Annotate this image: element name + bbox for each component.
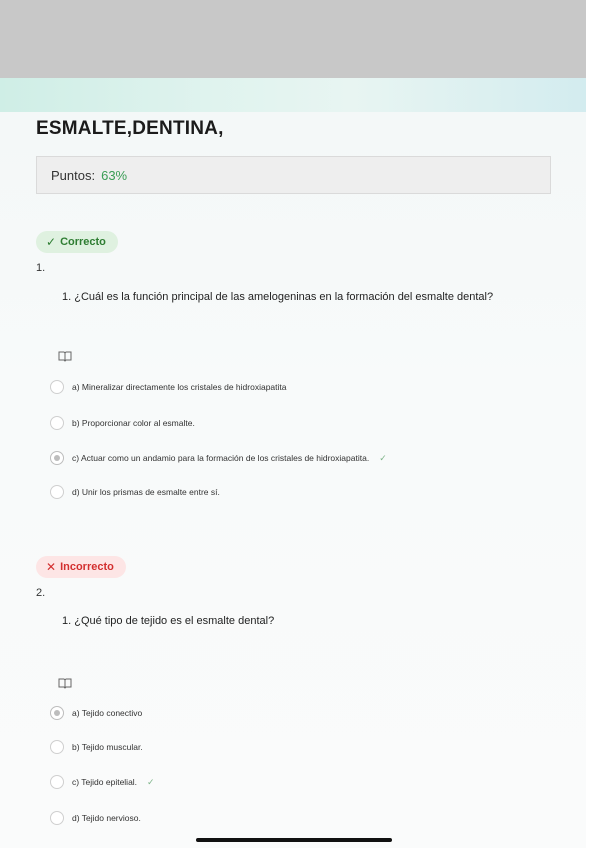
book-icon[interactable]: [58, 678, 72, 689]
option-q2-b[interactable]: [50, 740, 143, 754]
option-label: c) Actuar como un andamio para la formación de los cristales de hidroxiapatita.: [72, 453, 370, 463]
close-icon: ✕: [46, 560, 57, 574]
score-box: [36, 156, 551, 194]
badge-label: Incorrecto: [60, 561, 114, 573]
option-q1-c[interactable]: [50, 451, 387, 465]
option-label: b) Tejido muscular.: [72, 742, 143, 752]
option-q2-c[interactable]: [50, 775, 155, 789]
home-indicator[interactable]: [196, 838, 392, 842]
question-text: 1. ¿Cuál es la función principal de las amelogeninas en la formación del esmalte dental?: [62, 291, 494, 303]
badge-label: Correcto: [60, 236, 106, 248]
option-q2-a[interactable]: [50, 706, 142, 720]
option-label: d) Tejido nervioso.: [72, 813, 141, 823]
radio-button[interactable]: [50, 380, 64, 394]
score-label: Puntos:: [51, 167, 96, 183]
question-number: 2.: [36, 587, 46, 599]
option-q1-a[interactable]: [50, 380, 286, 394]
option-label: c) Tejido epitelial.: [72, 777, 138, 787]
status-badge-correct: [36, 231, 118, 253]
book-icon[interactable]: [58, 351, 72, 362]
correct-check-icon: ✓: [147, 776, 155, 787]
radio-button[interactable]: [50, 740, 64, 754]
option-q1-b[interactable]: [50, 416, 195, 430]
question-number: 1.: [36, 262, 46, 274]
correct-check-icon: ✓: [379, 452, 387, 463]
score-value: 63%: [101, 167, 128, 183]
radio-button[interactable]: [50, 416, 64, 430]
quiz-title: ESMALTE,DENTINA,: [36, 118, 224, 139]
status-badge-incorrect: [36, 556, 126, 578]
option-label: d) Unir los prismas de esmalte entre sí.: [72, 487, 220, 497]
option-q1-d[interactable]: [50, 485, 220, 499]
radio-button[interactable]: [50, 811, 64, 825]
option-label: a) Tejido conectivo: [72, 708, 143, 718]
page-background: [0, 112, 586, 848]
radio-button-selected[interactable]: [50, 706, 64, 720]
radio-button[interactable]: [50, 775, 64, 789]
header-banner: [0, 78, 586, 112]
radio-button-selected[interactable]: [50, 451, 64, 465]
radio-button[interactable]: [50, 485, 64, 499]
option-label: a) Mineralizar directamente los cristales de hidroxiapatita: [72, 382, 287, 392]
option-label: b) Proporcionar color al esmalte.: [72, 418, 195, 428]
check-icon: ✓: [46, 235, 57, 249]
option-q2-d[interactable]: [50, 811, 141, 825]
question-text: 1. ¿Qué tipo de tejido es el esmalte dental?: [62, 615, 275, 627]
top-gray-bar: [0, 0, 589, 78]
